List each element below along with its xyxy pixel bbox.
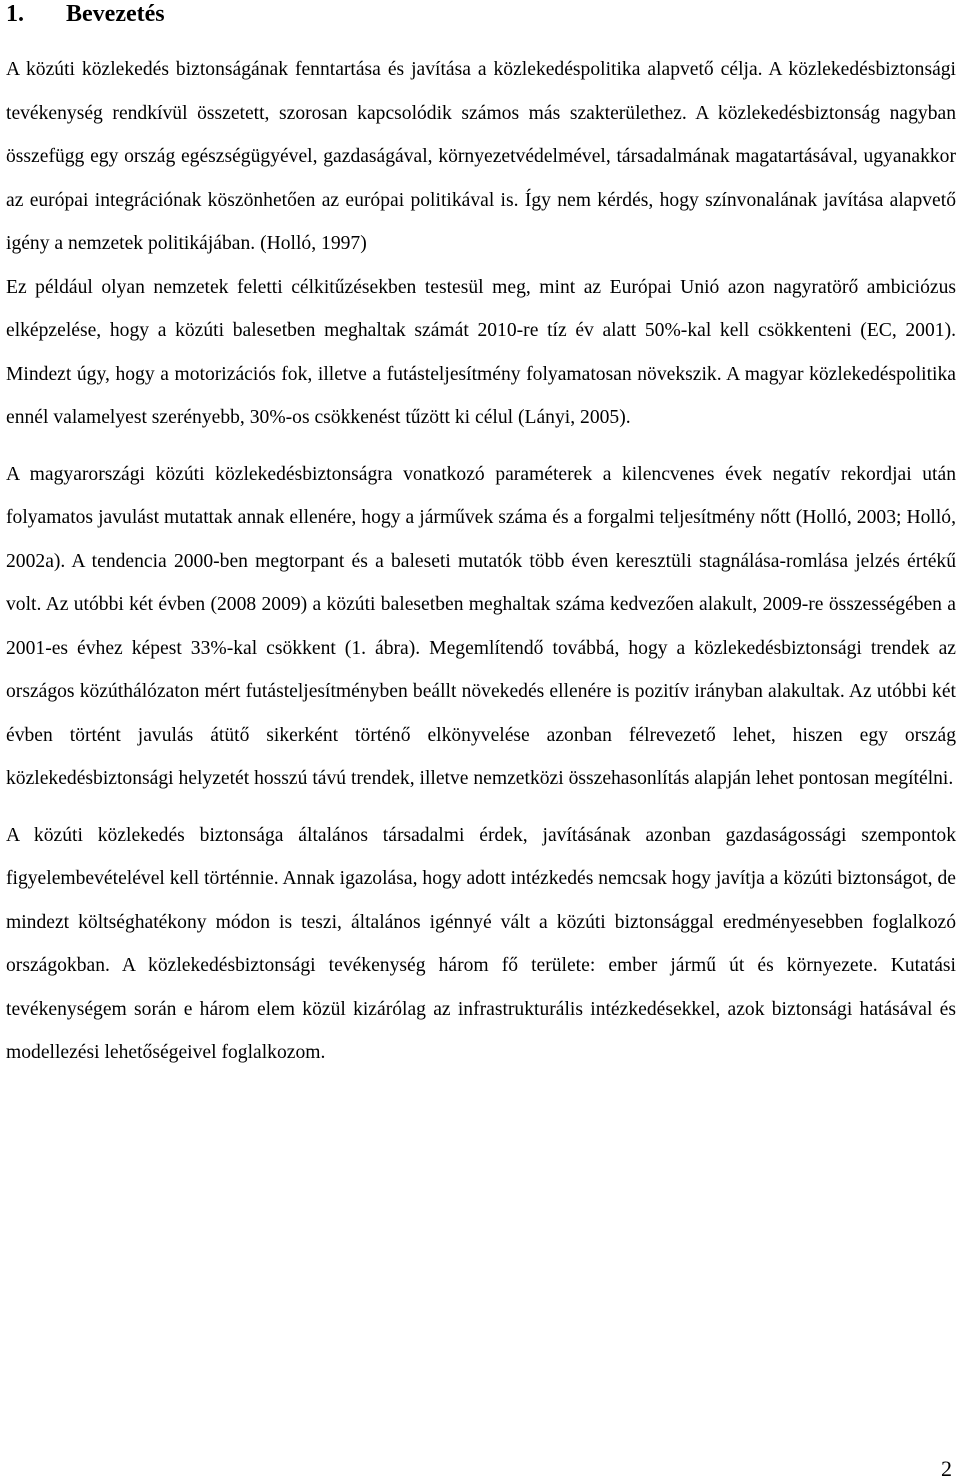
paragraph-1: A közúti közlekedés biztonságának fenntartása és javítása a közlekedéspolitika alapvető célja. A közlekedésbiztonsági tevékenység rendkívül összetett, szorosan kapcsolódik számos más szakterülethez. A közlekedésbiztonság nagyban összefügg egy ország egészségügyével, gazdaságával, környezetvédelmével, társadalmának magatartásával, ugyanakkor az európai integrációnak köszönhetően az európai politikával is. Így nem kérdés, hogy színvonalának javítása alapvető igény a nemzetek politikájában. (Holló, 1997) — [6, 59, 956, 254]
document-page — [6, 0, 956, 1075]
paragraph-3: A magyarországi közúti közlekedésbiztonságra vonatkozó paraméterek a kilencvenes évek negatív rekordjai után folyamatos javulást mutattak annak ellenére, hogy a járművek száma és a forgalmi teljesítmény nőtt (Holló, 2003; Holló, 2002a). A tendencia 2000-ben megtorpant és a baleseti mutatók több éven keresztüli stagnálása-romlása jelzés értékű volt. Az utóbbi két évben (2008 2009) a közúti balesetben meghaltak száma kedvezően alakult, 2009-re összességében a 2001-es évhez képest 33%-kal csökkent (1. ábra). Megemlítendő továbbá, hogy a közlekedésbiztonsági trendek az országos közúthálózaton mért futásteljesítményben beállt növekedés ellenére is pozitív irányban alakultak. Az utóbbi két évben történt javulás átütő sikerként történő elkönyvelése azonban félrevezető lehet, hiszen egy ország közlekedésbiztonsági helyzetét hosszú távú trendek, illetve nemzetközi összehasonlítás alapján lehet pontosan megítélni. — [6, 463, 956, 789]
section-heading — [6, 0, 956, 30]
paragraph-2: Ez például olyan nemzetek feletti célkitűzésekben testesül meg, mint az Európai Unió azon nagyratörő ambiciózus elképzelése, hogy a közúti balesetben meghaltak számát 2010-re tíz év alatt 50%-kal kell csökkenteni (EC, 2001). Mindezt úgy, hogy a motorizációs fok, illetve a futásteljesítmény folyamatosan növekszik. A magyar közlekedéspolitika ennél valamelyest szerényebb, 30%-os csökkenést tűzött ki célul (Lányi, 2005). — [6, 276, 956, 428]
section-title: Bevezetés — [66, 1, 165, 27]
page-number: 2 — [941, 1456, 952, 1481]
paragraph-4: A közúti közlekedés biztonsága általános társadalmi érdek, javításának azonban gazdaságossági szempontok figyelembevételével kell történnie. Annak igazolása, hogy adott intézkedés nemcsak hogy javítja a közúti biztonságot, de mindezt költséghatékony módon is teszi, általános igénnyé vált a közúti biztonsággal eredményesebben foglalkozó országokban. A közlekedésbiztonsági tevékenység három fő területe: ember jármű út és környezete. Kutatási tevékenységem során e három elem közül kizárólag az infrastrukturális intézkedésekkel, azok biztonsági hatásával és modellezési lehetőségeivel foglalkozom. — [6, 824, 956, 1063]
section-number: 1. — [6, 1, 24, 27]
